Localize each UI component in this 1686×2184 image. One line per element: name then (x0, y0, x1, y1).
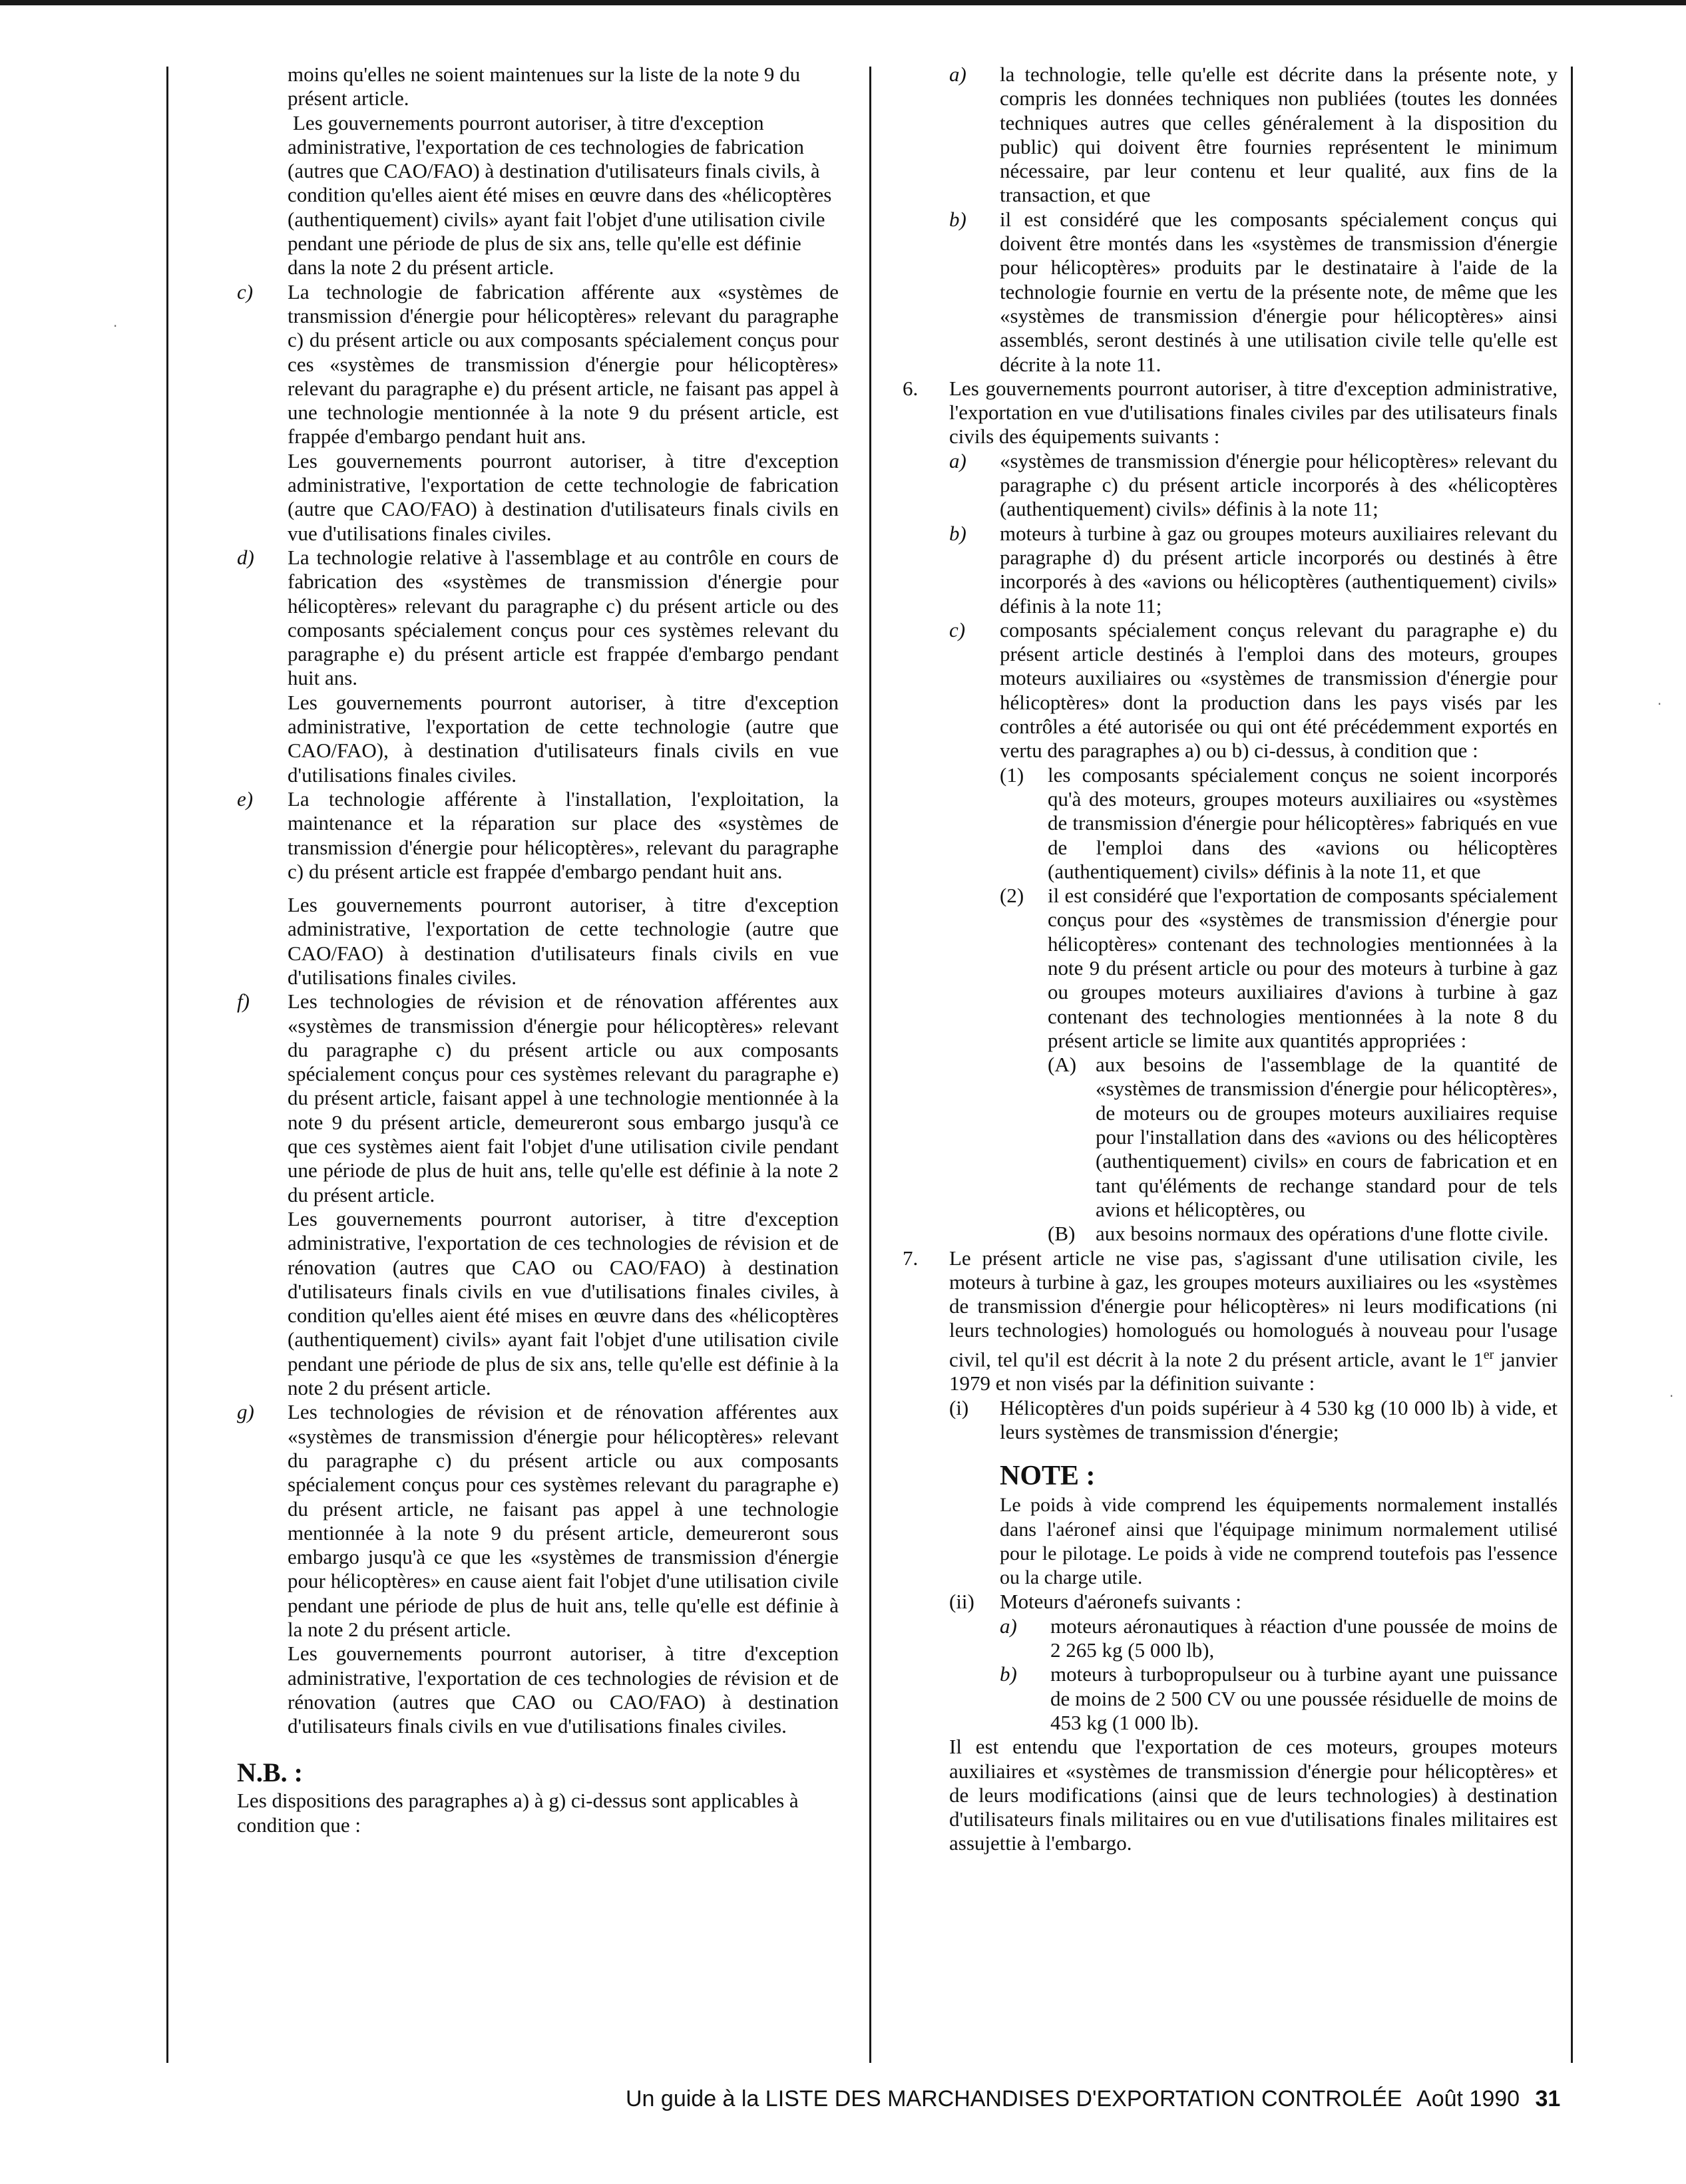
left-item-e (237, 787, 839, 990)
left-item-g (237, 1400, 839, 1738)
quantity-text: aux besoins de l'assemblage de la quantité de «systèmes de transmission d'énergie pour hélicoptères», de moteurs ou de groupes moteurs auxiliaires requise pour l'installation dans des «avions ou des hélicoptères (authentiquement) civils» en cours de fabrication et en tant qu'éléments de rechange standard pour de tels avions et hélicoptères, ou (1096, 1053, 1558, 1221)
paragraph-6 (885, 377, 1558, 1246)
item-text: Hélicoptères d'un poids supérieur à 4 530 kg (10 000 lb) à vide, et leurs systèmes de transmission d'énergie; (1000, 1395, 1558, 1443)
nb-heading: N.B. : (237, 1757, 303, 1788)
item-label: b) (949, 207, 966, 231)
item-text: moteurs à turbine à gaz ou groupes moteurs auxiliaires relevant du paragraphe d) du présent article incorporés ou destinés à être incorporés à des «avions ou hélicoptères (authentiquement) civils» définis à la note 11; (1000, 521, 1558, 618)
scan-mark: · (1669, 1388, 1674, 1404)
item-label: a) (949, 63, 966, 86)
item-text: Les technologies de révision et de rénovation afférentes aux «systèmes de transmission d'énergie pour hélicoptères» relevant du paragraphe c) du présent article ou aux composants spécialement conçus pour ces systèmes relevant du paragraphe e) du présent article, ne faisant pas appel à une technologie mentionnée à la note 9 du présent article, demeureront sous embargo jusqu'à ce que les «systèmes de transmission d'énergie pour hélicoptères» en cause aient fait l'objet d'une utilisation civile pendant une période de plus de huit ans, telle qu'elle est définie à la note 2 du présent article. (288, 1400, 839, 1641)
nb-text: Les dispositions des paragraphes a) à g) ci-dessus sont applicables à condition que : (237, 1789, 799, 1837)
item-exception: Les gouvernements pourront autoriser, à titre d'exception administrative, l'exportation de ces technologies de révision et de rénovation (autres que CAO ou CAO/FAO) à destination d'utilisateurs finals civils en vue d'utilisations finales civiles. (288, 1642, 839, 1738)
right-column-rule (1571, 67, 1573, 2063)
item-text: La technologie de fabrication afférente aux «systèmes de transmission d'énergie pour hélicoptères» relevant du paragraphe c) du présent article ou aux composants spécialement conçus pour ces «systèmes de transmission d'énergie pour hélicoptères» relevant du paragraphe e) du présent article, ne faisant pas appel à une technologie mentionnée à la note 9 du présent article, est frappée d'embargo pendant huit ans. (288, 279, 839, 449)
center-column-rule (869, 67, 871, 2063)
closing-text: Il est entendu que l'exportation de ces moteurs, groupes moteurs auxiliaires et «systèmes de transmission d'énergie pour hélicoptères» et de leurs modifications (ainsi que de leurs technologies) à destination d'utilisateurs finals militaires ou en vue d'utilisations finales militaires est assujettie à l'embargo. (949, 1735, 1558, 1855)
condition-text: les composants spécialement conçus ne soient incorporés qu'à des moteurs, groupes moteurs auxiliaires ou «systèmes de transmission d'énergie pour hélicoptères» fabriqués en vue de l'emploi dans des «avions ou hélicoptères (authentiquement) civils» définis à la note 11, et que (1048, 763, 1558, 883)
condition-2 (1000, 884, 1558, 1246)
para7-item-ii (949, 1590, 1558, 1735)
condition-text: il est considéré que l'exportation de composants spécialement conçus pour des «systèmes de transmission d'énergie pour hélicoptères» contenant des technologies mentionnées à la note 9 du présent article ou pour des moteurs à turbine à gaz ou groupes moteurs auxiliaires d'avions à turbine à gaz contenant des technologies mentionnées à la note 8 du présent article se limite aux quantités appropriées : (1048, 884, 1558, 1052)
quantity-label: (B) (1048, 1222, 1076, 1246)
left-item-d (237, 546, 839, 787)
paragraph-text (949, 1246, 1558, 1396)
page-number: 31 (1535, 2086, 1561, 2111)
item-label: (i) (949, 1395, 969, 1419)
item-label: e) (237, 787, 254, 811)
right-item-b (949, 208, 1558, 377)
scan-mark: · (113, 318, 118, 334)
item-label: d) (237, 545, 254, 569)
left-column-rule (166, 67, 168, 2063)
right-column (885, 63, 1558, 1856)
engine-item-a (1000, 1614, 1558, 1663)
quantity-label: (A) (1048, 1053, 1077, 1077)
para7-item-i (949, 1396, 1558, 1590)
item-text: La technologie afférente à l'installation, l'exploitation, la maintenance et la réparation sur place des «systèmes de transmission d'énergie pour hélicoptères», relevant du paragraphe c) du présent article est frappée d'embargo pendant huit ans. (288, 787, 839, 883)
condition-1 (1000, 763, 1558, 884)
page-footer (626, 2086, 1578, 2112)
item-text: «systèmes de transmission d'énergie pour hélicoptères» relevant du paragraphe c) du présent article incorporés à des «hélicoptères (authentiquement) civils» définis à la note 11; (1000, 449, 1558, 521)
para6-item-b (949, 522, 1558, 618)
item-text: La technologie relative à l'assemblage et au contrôle en cours de fabrication des «systèmes de transmission d'énergie pour hélicoptères» relevant du paragraphe c) du présent article ou des composants spécialement conçus pour ces systèmes relevant du paragraphe e) du présent article est frappée d'embargo pendant huit ans. (288, 545, 839, 690)
engine-item-b (1000, 1662, 1558, 1735)
para6-item-c (949, 618, 1558, 1246)
paragraph-7 (885, 1246, 1558, 1856)
item-label: f) (237, 990, 250, 1013)
item-text: il est considéré que les composants spécialement conçus qui doivent être montés dans les «systèmes de transmission d'énergie pour hélicoptères» produits par le destinataire à l'aide de la technologie fournie en vertu de la présente note, de même que les «systèmes de transmission d'énergie pour hélicoptères» ainsi assemblés, seront destinés à une utilisation civile telle qu'elle est décrite à la note 11. (1000, 207, 1558, 376)
item-label: (ii) (949, 1590, 974, 1614)
paragraph-number: 6. (903, 376, 919, 400)
item-text: Moteurs d'aéronefs suivants : (1000, 1590, 1241, 1614)
quantity-B (1048, 1222, 1558, 1246)
item-label: c) (237, 279, 254, 303)
paragraph-number: 7. (903, 1246, 919, 1270)
item-exception: Les gouvernements pourront autoriser, à titre d'exception administrative, l'exportation de ces technologies de révision et de rénovation (autres que CAO ou CAO/FAO) à destination d'utilisateurs finals civils en vue d'utilisations finales civiles, à condition qu'elles aient été mises en œuvre dans des «hélicoptères (authentiquement) civils» ayant fait l'objet d'une utilisation civile pendant une période de plus de six ans, telle qu'elle est définie à la note 2 du présent article. (288, 1206, 839, 1400)
superscript: er (1483, 1347, 1494, 1362)
note-text: Le poids à vide comprend les équipements normalement installés dans l'aéronef ainsi que l'équipage minimum normalement utilisé pour le pilotage. Le poids à vide ne comprend toutefois pas l'essence ou la charge utile. (1000, 1494, 1558, 1589)
item-label: a) (949, 449, 966, 472)
item-label: a) (1000, 1614, 1017, 1638)
item-label: b) (1000, 1662, 1017, 1686)
item-exception: Les gouvernements pourront autoriser, à titre d'exception administrative, l'exportation de cette technologie (autre que CAO/FAO) à destination d'utilisateurs finals civils en vue d'utilisations finales civiles. (288, 893, 839, 989)
item-text: composants spécialement conçus relevant du paragraphe e) du présent article destinés à l'emploi dans des moteurs, groupes moteurs auxiliaires ou «systèmes de transmission d'énergie pour hélicoptères» dont la production dans les pays visés par les contrôles a été autorisée ou qui ont été précédemment exportés en vertu des paragraphes a) ou b) ci-dessus, à condition que : (1000, 618, 1558, 763)
paragraph-text-part: janvier 1979 et non visés par la définition suivante : (949, 1348, 1558, 1395)
footer-title: Un guide à la LISTE DES MARCHANDISES D'EXPORTATION CONTROLÉE (626, 2086, 1402, 2111)
item-label: c) (949, 618, 966, 641)
item-label: b) (949, 521, 966, 545)
item-text: la technologie, telle qu'elle est décrite dans la présente note, y compris les données techniques non publiées (toutes les données techniques autres que celles généralement à la disposition du public) qui doivent être fournies représentent le minimum nécessaire, par leur contenu et leur qualité, aux fins de la transaction, et que (1000, 63, 1558, 207)
item-label: g) (237, 1400, 254, 1424)
note-heading: NOTE : (1000, 1461, 1096, 1492)
item-exception: Les gouvernements pourront autoriser, à titre d'exception administrative, l'exportation de cette technologie de fabrication (autre que CAO/FAO) à destination d'utilisateurs finals civils en vue d'utilisations finales civiles. (288, 449, 839, 545)
item-text: moteurs à turbopropulseur ou à turbine ayant une puissance de moins de 2 500 CV ou une poussée résiduelle de moins de 453 kg (1 000 lb). (1050, 1662, 1558, 1734)
condition-label: (2) (1000, 884, 1024, 908)
intro-text: moins qu'elles ne soient maintenues sur la liste de la note 9 du présent article. (288, 63, 801, 110)
top-rule (0, 0, 1686, 5)
item-text: Les technologies de révision et de rénovation afférentes aux «systèmes de transmission d'énergie pour hélicoptères» relevant du paragraphe c) du présent article ou aux composants spécialement conçus pour ces systèmes relevant du paragraphe e) du présent article, faisant appel à une technologie mentionnée à la note 9 du présent article, demeureront sous embargo jusqu'à ce que ces systèmes aient fait l'objet d'une utilisation civile pendant une période de plus de huit ans, telle qu'elle est définie à la note 2 du présent article. (288, 990, 839, 1206)
item-text: moteurs aéronautiques à réaction d'une poussée de moins de 2 265 kg (5 000 lb), (1050, 1614, 1558, 1662)
quantity-A (1048, 1053, 1558, 1222)
condition-label: (1) (1000, 763, 1024, 787)
scan-mark: · (1657, 696, 1662, 712)
right-item-a (949, 63, 1558, 208)
item-exception: Les gouvernements pourront autoriser, à titre d'exception administrative, l'exportation de cette technologie (autre que CAO/FAO), à destination d'utilisateurs finals civils en vue d'utilisations finales civiles. (288, 690, 839, 787)
intro-exception: Les gouvernements pourront autoriser, à titre d'exception administrative, l'exportation de ces technologies de fabrication (autres que CAO/FAO) à destination d'utilisateurs finals civils, à condition qu'elles aient été mises en œuvre dans des «hélicoptères (authentiquement) civils» ayant fait l'objet d'une utilisation civile pendant une période de plus de six ans, telle qu'elle est définie dans la note 2 du présent article. (288, 110, 832, 279)
left-item-c (237, 280, 839, 546)
left-item-f (237, 990, 839, 1400)
paragraph-text-part: Le présent article ne vise pas, s'agissant d'une utilisation civile, les moteurs à turbine à gaz, les groupes moteurs auxiliaires ou les «systèmes de transmission d'énergie pour hélicoptères» ni leurs modifications (ni leurs technologies) homologués ou homologués à nouveau pour l'usage civil, tel qu'il est décrit à la note 2 du présent article, avant le 1 (949, 1246, 1558, 1371)
paragraph-text: Les gouvernements pourront autoriser, à titre d'exception administrative, l'exportation en vue d'utilisations finales civiles par des utilisateurs finals civils des équipements suivants : (949, 376, 1558, 449)
quantity-text: aux besoins normaux des opérations d'une flotte civile. (1096, 1222, 1549, 1246)
left-column (237, 63, 839, 1837)
para6-item-a (949, 449, 1558, 522)
footer-date: Août 1990 (1416, 2086, 1520, 2111)
